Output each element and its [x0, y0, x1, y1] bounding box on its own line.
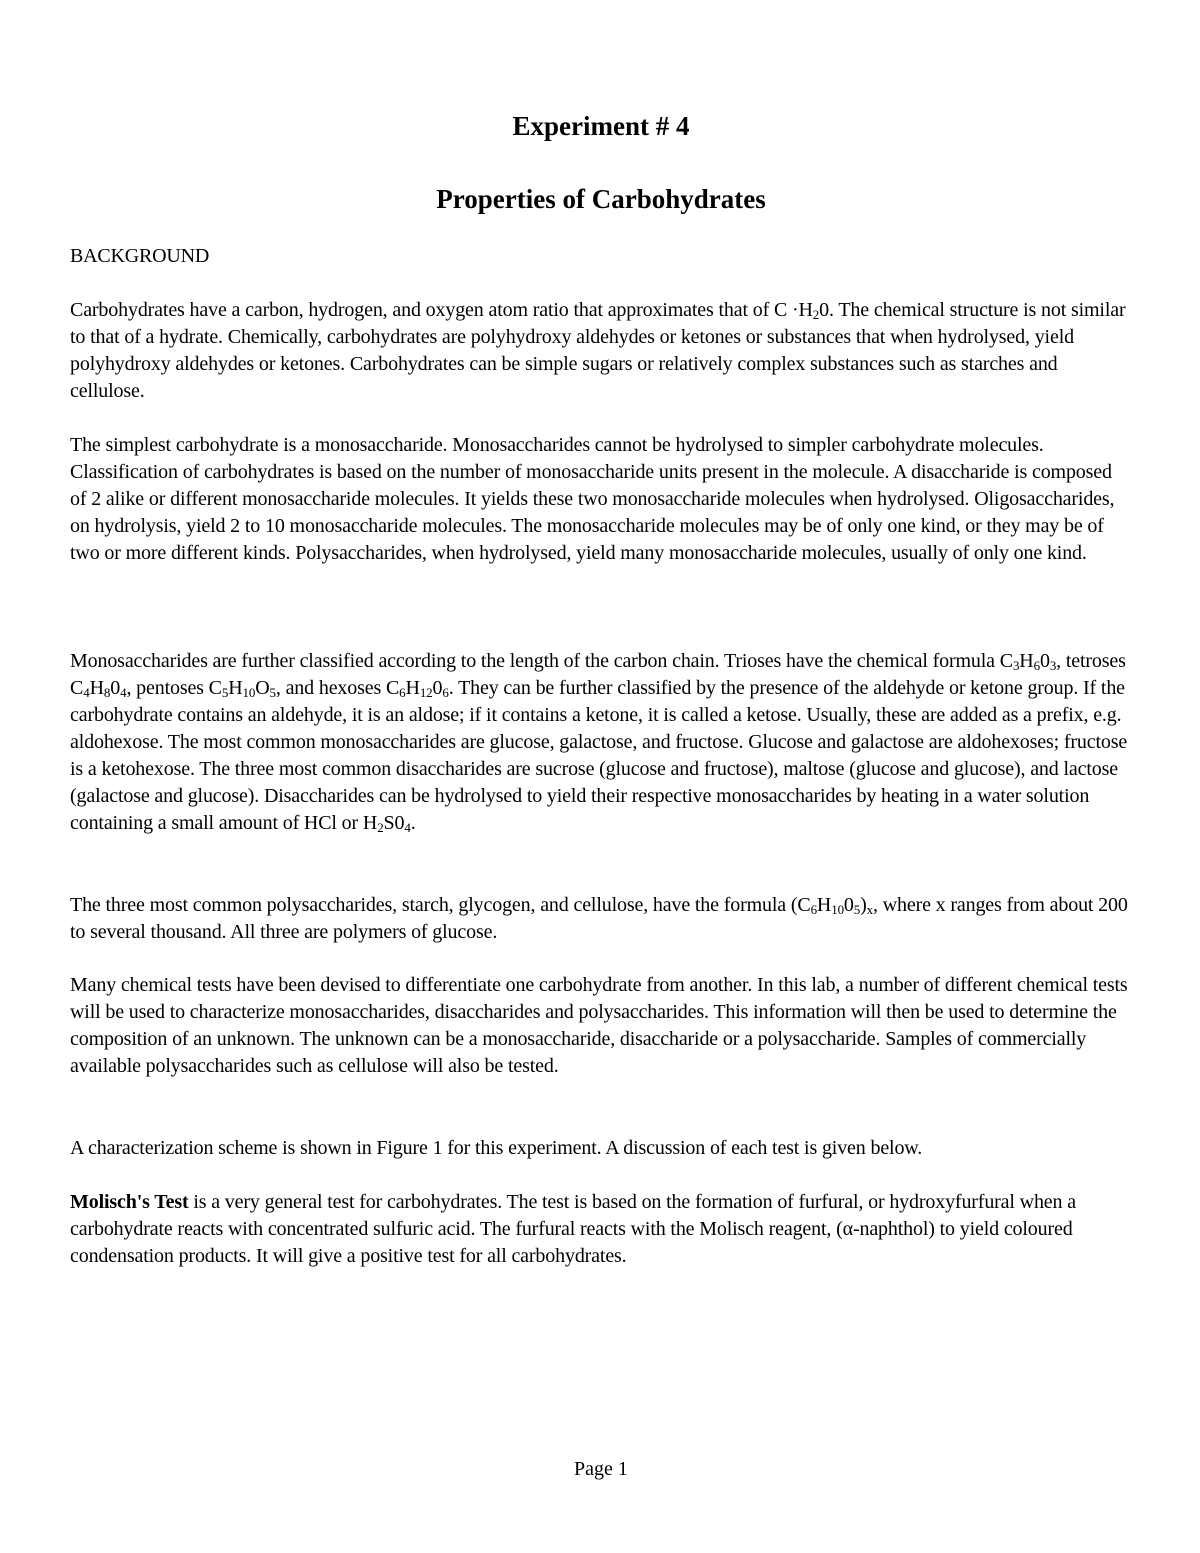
text-run: H — [89, 677, 104, 699]
subscript: 5 — [269, 685, 276, 700]
subscript: 6 — [810, 902, 817, 917]
text-run: ) — [860, 894, 867, 916]
text-run: 0. The chemical structure is not similar to that of a hydrate. Chemically, carbohydrates are polyhydroxy aldehydes or ketones or substances that when hydrolysed, yield polyhydroxy aldehydes or ketones. Carbohydrates can be simple sugars or relatively complex substances such as starches and cellulose. — [70, 299, 1126, 402]
paragraph-carbohydrate-definition — [70, 297, 1132, 405]
subscript: 3 — [1049, 658, 1057, 673]
text-run: 0 — [432, 677, 443, 699]
subscript: 6 — [1033, 658, 1040, 673]
subscript: 8 — [103, 685, 111, 700]
text-run: H — [816, 894, 832, 916]
paragraph-polysaccharides — [70, 892, 1132, 946]
document-title: Properties of Carbohydrates — [436, 184, 766, 214]
paragraph-molisch-test — [70, 1189, 1132, 1270]
document-page — [70, 0, 1132, 1553]
subscript: 12 — [419, 685, 433, 700]
subscript: 10 — [242, 685, 256, 700]
text-run: H — [1019, 650, 1034, 672]
molisch-test-term: Molisch's Test — [70, 1191, 189, 1213]
text-run: is a very general test for carbohydrates. The test is based on the formation of furfural, or hydroxyfurfural when a carbohydrate reacts with concentrated sulfuric acid. The furfural reacts with the Molisch reagent, (α-naphthol) to yield coloured condensation products. It will give a positive test for all carbohydrates. — [70, 1191, 1076, 1267]
text-run: H — [405, 677, 420, 699]
page-number: Page 1 — [574, 1458, 628, 1480]
text-run: , pentoses C — [126, 677, 222, 699]
text-run: Monosaccharides are further classified according to the length of the carbon chain. Trioses have the chemical formula C — [70, 650, 1013, 672]
paragraph-chemical-tests: Many chemical tests have been devised to differentiate one carbohydrate from another. In this lab, a number of different chemical tests will be used to characterize monosaccharides, disaccharides and polysaccharides. This information will then be used to determine the composition of an unknown. The unknown can be a monosaccharide, disaccharide or a polysaccharide. Samples of commercially available polysaccharides such as cellulose will also be tested. — [70, 974, 1128, 1077]
subscript: 4 — [404, 820, 411, 835]
subscript: 3 — [1012, 658, 1020, 673]
text-run: O — [255, 677, 270, 699]
subscript: x — [866, 902, 874, 917]
text-run: Carbohydrates have a carbon, hydrogen, and oxygen atom ratio that approximates that of C ·H — [70, 299, 813, 321]
text-run: , and hexoses C — [275, 677, 400, 699]
text-run: 0 — [1039, 650, 1050, 672]
subscript: 4 — [83, 685, 90, 700]
text-run: . They can be further classified by the presence of the aldehyde or ketone group. If the carbohydrate contains an aldehyde, it is an aldose; if it contains a ketone, it is called a ketose. Usually, these are added as a prefix, e.g. aldohexose. The most common monosaccharides are glucose, galactose, and fructose. Glucose and galactose are aldohexoses; fructose is a ketohexose. The three most common disaccharides are sucrose (glucose and fructose), maltose (glucose and glucose), and lactose (galactose and glucose). Disaccharides can be hydrolysed to yield their respective monosaccharides by heating in a water solution containing a small amount of HCl or H — [70, 677, 1128, 834]
text-run: , tetroses C — [70, 650, 1126, 699]
text-run: , where x ranges from about 200 to several thousand. All three are polymers of glucose. — [70, 894, 1128, 943]
text-run: H — [228, 677, 243, 699]
subscript: 2 — [377, 820, 384, 835]
text-run: The three most common polysaccharides, starch, glycogen, and cellulose, have the formula (C — [70, 894, 811, 916]
paragraph-monosaccharide-types — [70, 648, 1132, 837]
subscript: 6 — [399, 685, 406, 700]
subscript: 6 — [442, 685, 449, 700]
subscript: 5 — [853, 902, 861, 917]
subscript: 2 — [812, 307, 820, 322]
subscript: 5 — [221, 685, 229, 700]
paragraph-characterization-scheme: A characterization scheme is shown in Figure 1 for this experiment. A discussion of each test is given below. — [70, 1137, 923, 1159]
text-run: 0 — [843, 894, 854, 916]
section-label-background: BACKGROUND — [70, 245, 210, 267]
text-run: S0 — [383, 812, 405, 834]
subscript: 10 — [831, 902, 844, 917]
paragraph-monosaccharide-classification: The simplest carbohydrate is a monosaccharide. Monosaccharides cannot be hydrolysed to simpler carbohydrate molecules. Classification of carbohydrates is based on the number of monosaccharide units present in the molecule. A disaccharide is composed of 2 alike or different monosaccharide molecules. It yields these two monosaccharide molecules when hydrolysed. Oligosaccharides, on hydrolysis, yield 2 to 10 monosaccharide molecules. The monosaccharide molecules may be of only one kind, or they may be of two or more different kinds. Polysaccharides, when hydrolysed, yield many monosaccharide molecules, usually of only one kind. — [70, 434, 1115, 564]
subscript: 4 — [120, 685, 127, 700]
text-run: 0 — [110, 677, 121, 699]
experiment-heading: Experiment # 4 — [512, 111, 690, 141]
text-run: . — [410, 812, 416, 834]
